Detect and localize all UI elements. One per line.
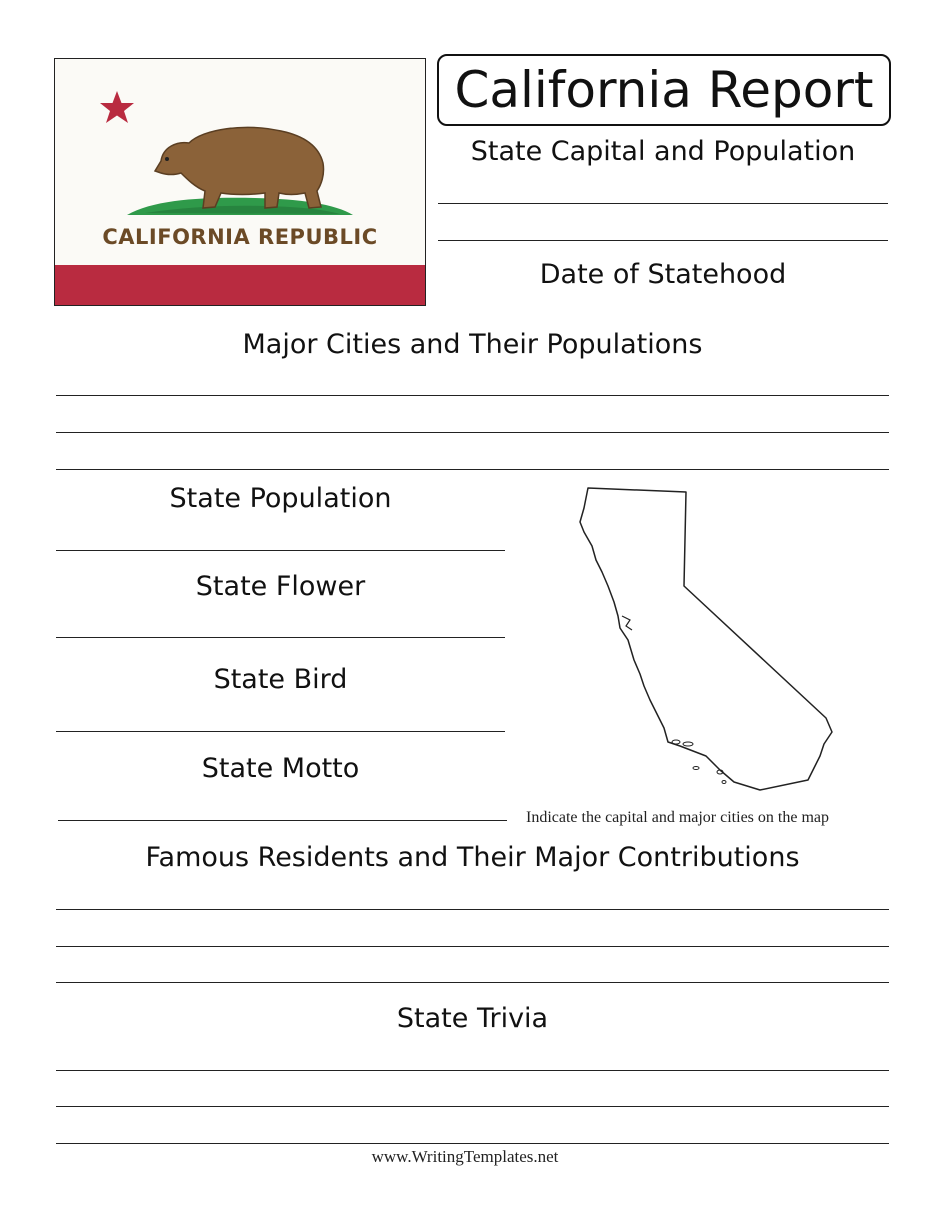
population-line[interactable] bbox=[56, 550, 505, 551]
statehood-label: Date of Statehood bbox=[539, 259, 787, 290]
capital-label: State Capital and Population bbox=[470, 136, 856, 167]
residents-line-1[interactable] bbox=[56, 909, 889, 910]
california-outline-icon bbox=[570, 480, 850, 800]
star-icon bbox=[100, 91, 134, 123]
cities-line-2[interactable] bbox=[56, 432, 889, 433]
residents-line-3[interactable] bbox=[56, 982, 889, 983]
residents-line-2[interactable] bbox=[56, 946, 889, 947]
capital-line-2[interactable] bbox=[438, 240, 888, 241]
population-label: State Population bbox=[169, 483, 392, 514]
trivia-line-2[interactable] bbox=[56, 1106, 889, 1107]
bird-line[interactable] bbox=[56, 731, 505, 732]
flower-label: State Flower bbox=[195, 571, 366, 602]
footer-url[interactable]: www.WritingTemplates.net bbox=[371, 1147, 559, 1166]
trivia-line-1[interactable] bbox=[56, 1070, 889, 1071]
cities-line-1[interactable] bbox=[56, 395, 889, 396]
flag-text: CALIFORNIA REPUBLIC bbox=[102, 225, 378, 249]
report-title-box bbox=[437, 54, 891, 126]
motto-label: State Motto bbox=[201, 753, 360, 784]
flag-red-stripe bbox=[55, 265, 425, 305]
map-caption: Indicate the capital and major cities on the map bbox=[526, 809, 829, 826]
motto-line[interactable] bbox=[58, 820, 507, 821]
bear-icon bbox=[155, 127, 324, 208]
capital-line-1[interactable] bbox=[438, 203, 888, 204]
flower-line[interactable] bbox=[56, 637, 505, 638]
cities-label: Major Cities and Their Populations bbox=[242, 329, 703, 360]
cities-line-3[interactable] bbox=[56, 469, 889, 470]
california-flag bbox=[54, 58, 426, 306]
trivia-line-3[interactable] bbox=[56, 1143, 889, 1144]
report-title: California Report bbox=[454, 61, 874, 119]
trivia-label: State Trivia bbox=[396, 1003, 549, 1034]
bird-label: State Bird bbox=[213, 664, 348, 695]
residents-label: Famous Residents and Their Major Contributions bbox=[145, 842, 800, 873]
